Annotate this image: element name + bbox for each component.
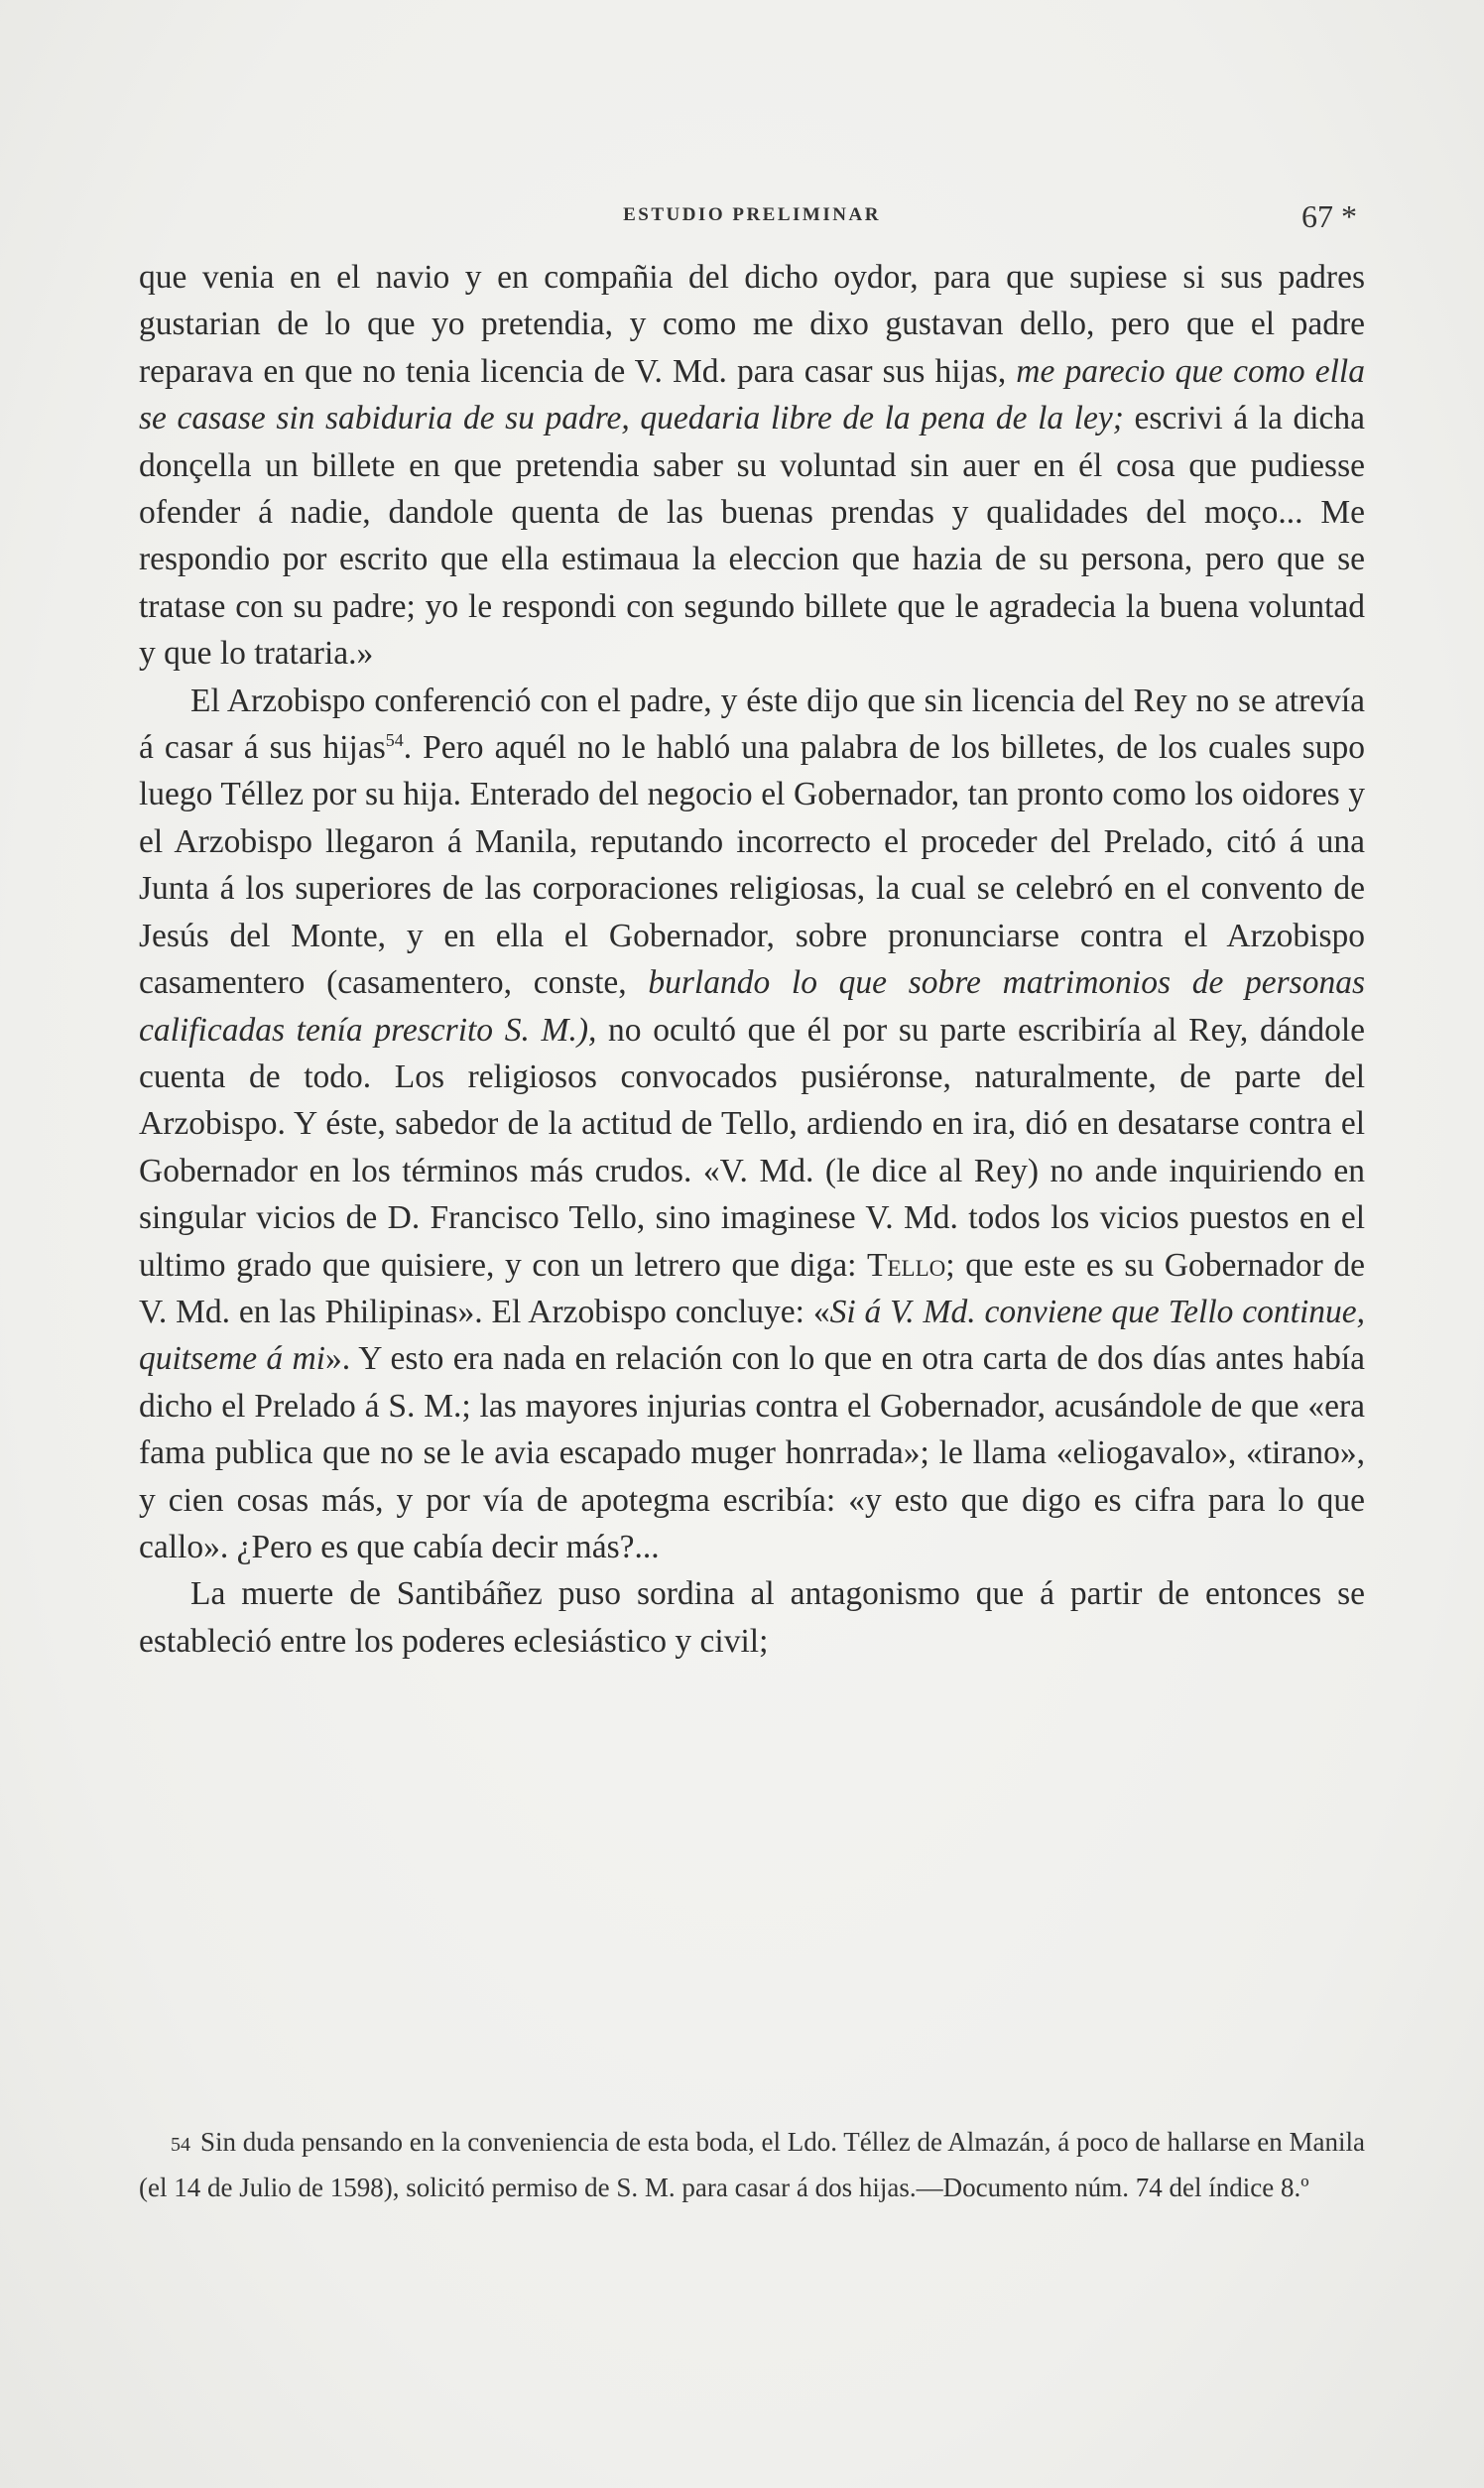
footnote-ref: 54	[385, 730, 404, 751]
main-text	[139, 254, 1365, 1665]
footnote-text: Sin duda pensando en la conveniencia de esta boda, el Ldo. Téllez de Almazán, á poco de hallarse en Manila (el 14 de Julio de 1598), solicitó permiso de S. M. para casar á dos hijas.—Documento núm. 74 del índice 8.º	[139, 2127, 1365, 2202]
page-header	[139, 198, 1365, 238]
p1-text-a: que venia en el navio y en compañia del dicho oydor, para que supiese si sus padres gustarian de lo que yo pretendia, y como me dixo gustavan dello, pero que el padre reparava en que no tenia licencia de V. Md. para casar sus hijas,	[139, 259, 1365, 390]
p2-italic: burlando lo que sobre matrimonios de personas calificadas tenía prescrito S. M.),	[139, 964, 1365, 1049]
page-number: 67 *	[1301, 198, 1357, 234]
p2-italic-2: Si á V. Md. conviene que Tello continue, quitseme á mi	[139, 1293, 1365, 1378]
p2-text-a: El Arzobispo conferenció con el padre, y éste dijo que sin licencia del Rey no se atrevía á casar á sus hijas	[139, 682, 1365, 767]
paragraph-2	[139, 678, 1365, 1571]
p2-text-e: ». Y esto era nada en relación con lo que en otra carta de dos días antes había dicho el Prelado á S. M.; las mayores injurias contra el Gobernador, acusándole de que «era fama publica que no se le avia escapado muger honrrada»; le llama «eliogavalo», «tirano», y cien cosas más, y por vía de apotegma escribía: «y esto que digo es cifra para lo que callo». ¿Pero es que cabía decir más?...	[139, 1340, 1365, 1565]
p3-text: La muerte de Santibáñez puso sordina al antagonismo que á partir de entonces se estableció entre los poderes eclesiástico y civil;	[139, 1575, 1365, 1660]
p2-text-b: . Pero aquél no le habló una palabra de los billetes, de los cuales supo luego Téllez por su hija. Enterado del negocio el Gobernador, tan pronto como los oidores y el Arzobispo llegaron á Manila, reputando incorrecto el proceder del Prelado, citó á una Junta á los superiores de las corporaciones religiosas, la cual se celebró en el convento de Jesús del Monte, y en ella el Gobernador, sobre pronunciarse contra el Arzobispo casamentero (casamentero, conste,	[139, 729, 1365, 1002]
p1-text-b: escrivi á la dicha donçella un billete en que pretendia saber su voluntad sin auer en él cosa que pudiesse ofender á nadie, dandole quenta de las buenas prendas y qualidades del moço... Me respondio por escrito que ella estimaua la eleccion que hazia de su persona, pero que se tratase con su padre; yo le respondi con segundo billete que le agradecia la buena voluntad y que lo trataria.»	[139, 400, 1365, 673]
footnote-paragraph	[139, 2121, 1365, 2209]
p2-text-c: no ocultó que él por su parte escribiría al Rey, dándole cuenta de todo. Los religiosos convocados pusiéronse, naturalmente, de parte del Arzobispo. Y éste, sabedor de la actitud de Tello, ardiendo en ira, dió en desatarse contra el Gobernador en los términos más crudos. «V. Md. (le dice al Rey) no ande inquiriendo en singular vicios de D. Francisco Tello, sino imaginese V. Md. todos los vicios puestos en el ultimo grado que quisiere, y con un letrero que diga:	[139, 1011, 1365, 1284]
p1-italic: me parecio que como ella se casase sin sabiduria de su padre, quedaria libre de la pena de la ley;	[139, 352, 1365, 437]
footnote	[139, 2121, 1365, 2209]
p2-small-caps: Tello	[867, 1246, 946, 1284]
paragraph-1	[139, 254, 1365, 678]
paragraph-3	[139, 1570, 1365, 1665]
footnote-number: 54	[171, 2134, 190, 2156]
running-title: ESTUDIO PRELIMINAR	[623, 204, 881, 225]
p2-text-d: ; que este es su Gobernador de V. Md. en las Philipinas». El Arzobispo concluye: «	[139, 1246, 1366, 1330]
